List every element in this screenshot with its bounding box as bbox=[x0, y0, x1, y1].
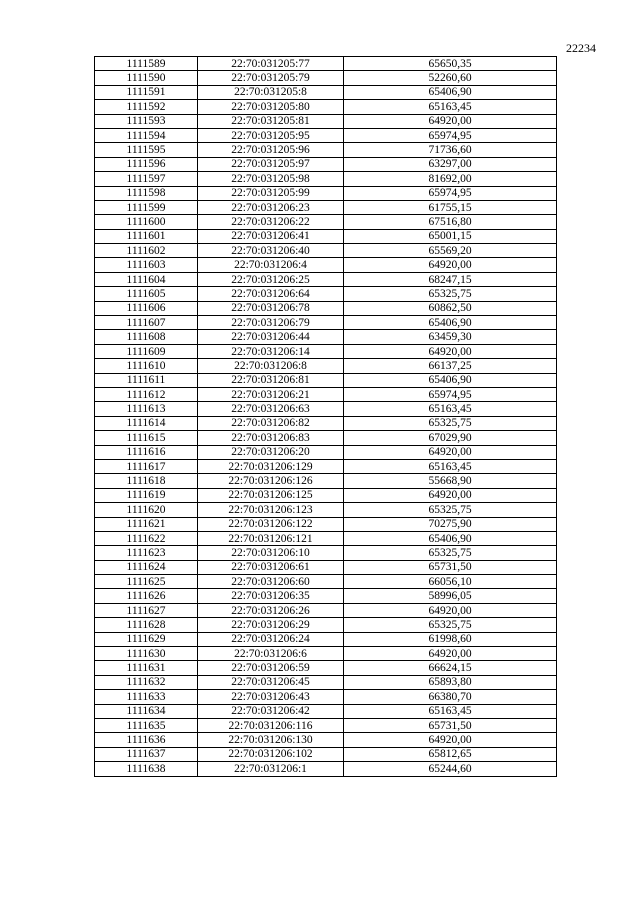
cadastral-value-cell: 58996,05 bbox=[344, 589, 557, 603]
table-row bbox=[95, 186, 557, 200]
cadastral-number-cell: 22:70:031206:26 bbox=[198, 603, 344, 617]
cadastral-number-cell: 22:70:031206:22 bbox=[198, 215, 344, 229]
cadastral-value-cell: 65325,75 bbox=[344, 546, 557, 560]
row-number-cell: 1111638 bbox=[95, 762, 198, 776]
cadastral-value-cell: 65974,95 bbox=[344, 387, 557, 401]
row-number-cell: 1111626 bbox=[95, 589, 198, 603]
cadastral-number-cell: 22:70:031206:45 bbox=[198, 675, 344, 689]
cadastral-value-cell: 61998,60 bbox=[344, 632, 557, 646]
table-row bbox=[95, 474, 557, 488]
table-row bbox=[95, 215, 557, 229]
table-row bbox=[95, 546, 557, 560]
row-number-cell: 1111636 bbox=[95, 733, 198, 747]
cadastral-value-cell: 55668,90 bbox=[344, 474, 557, 488]
row-number-cell: 1111611 bbox=[95, 373, 198, 387]
row-number-cell: 1111620 bbox=[95, 503, 198, 517]
row-number-cell: 1111637 bbox=[95, 747, 198, 761]
table-row bbox=[95, 344, 557, 358]
table-row bbox=[95, 85, 557, 99]
cadastral-value-cell: 65163,45 bbox=[344, 459, 557, 473]
row-number-cell: 1111604 bbox=[95, 272, 198, 286]
cadastral-number-cell: 22:70:031206:81 bbox=[198, 373, 344, 387]
row-number-cell: 1111591 bbox=[95, 85, 198, 99]
cadastral-value-cell: 65406,90 bbox=[344, 316, 557, 330]
table-row bbox=[95, 632, 557, 646]
cadastral-value-cell: 65406,90 bbox=[344, 85, 557, 99]
row-number-cell: 1111634 bbox=[95, 704, 198, 718]
table-row bbox=[95, 100, 557, 114]
cadastral-value-cell: 64920,00 bbox=[344, 114, 557, 128]
cadastral-number-cell: 22:70:031205:99 bbox=[198, 186, 344, 200]
table-row bbox=[95, 733, 557, 747]
row-number-cell: 1111605 bbox=[95, 287, 198, 301]
row-number-cell: 1111590 bbox=[95, 71, 198, 85]
row-number-cell: 1111613 bbox=[95, 402, 198, 416]
cadastral-value-cell: 64920,00 bbox=[344, 733, 557, 747]
cadastral-number-cell: 22:70:031206:29 bbox=[198, 618, 344, 632]
cadastral-number-cell: 22:70:031206:25 bbox=[198, 272, 344, 286]
cadastral-value-cell: 66056,10 bbox=[344, 575, 557, 589]
cadastral-number-cell: 22:70:031206:82 bbox=[198, 416, 344, 430]
table-row bbox=[95, 114, 557, 128]
cadastral-number-cell: 22:70:031205:80 bbox=[198, 100, 344, 114]
table-row bbox=[95, 675, 557, 689]
table-row bbox=[95, 431, 557, 445]
row-number-cell: 1111632 bbox=[95, 675, 198, 689]
cadastral-value-cell: 65001,15 bbox=[344, 229, 557, 243]
table-row bbox=[95, 747, 557, 761]
cadastral-number-cell: 22:70:031206:60 bbox=[198, 575, 344, 589]
table-row bbox=[95, 488, 557, 502]
row-number-cell: 1111633 bbox=[95, 690, 198, 704]
cadastral-number-cell: 22:70:031206:35 bbox=[198, 589, 344, 603]
cadastral-number-cell: 22:70:031206:125 bbox=[198, 488, 344, 502]
cadastral-number-cell: 22:70:031206:78 bbox=[198, 301, 344, 315]
cadastral-number-cell: 22:70:031206:64 bbox=[198, 287, 344, 301]
cadastral-number-cell: 22:70:031205:98 bbox=[198, 172, 344, 186]
cadastral-value-table bbox=[94, 56, 557, 777]
row-number-cell: 1111606 bbox=[95, 301, 198, 315]
table-row bbox=[95, 517, 557, 531]
row-number-cell: 1111595 bbox=[95, 143, 198, 157]
cadastral-number-cell: 22:70:031206:44 bbox=[198, 330, 344, 344]
cadastral-number-cell: 22:70:031205:79 bbox=[198, 71, 344, 85]
cadastral-number-cell: 22:70:031206:116 bbox=[198, 718, 344, 732]
table-row bbox=[95, 272, 557, 286]
table-row bbox=[95, 575, 557, 589]
table-row bbox=[95, 128, 557, 142]
cadastral-value-cell: 65893,80 bbox=[344, 675, 557, 689]
table-row bbox=[95, 373, 557, 387]
table-row bbox=[95, 244, 557, 258]
row-number-cell: 1111597 bbox=[95, 172, 198, 186]
row-number-cell: 1111607 bbox=[95, 316, 198, 330]
cadastral-number-cell: 22:70:031206:102 bbox=[198, 747, 344, 761]
row-number-cell: 1111622 bbox=[95, 531, 198, 545]
row-number-cell: 1111616 bbox=[95, 445, 198, 459]
cadastral-value-cell: 65325,75 bbox=[344, 416, 557, 430]
row-number-cell: 1111624 bbox=[95, 560, 198, 574]
cadastral-number-cell: 22:70:031206:59 bbox=[198, 661, 344, 675]
cadastral-value-cell: 67516,80 bbox=[344, 215, 557, 229]
table-row bbox=[95, 445, 557, 459]
row-number-cell: 1111627 bbox=[95, 603, 198, 617]
cadastral-value-cell: 81692,00 bbox=[344, 172, 557, 186]
cadastral-value-cell: 64920,00 bbox=[344, 488, 557, 502]
row-number-cell: 1111628 bbox=[95, 618, 198, 632]
cadastral-value-cell: 65731,50 bbox=[344, 718, 557, 732]
row-number-cell: 1111631 bbox=[95, 661, 198, 675]
cadastral-value-cell: 65325,75 bbox=[344, 503, 557, 517]
row-number-cell: 1111623 bbox=[95, 546, 198, 560]
table-row bbox=[95, 704, 557, 718]
cadastral-value-cell: 61755,15 bbox=[344, 200, 557, 214]
row-number-cell: 1111617 bbox=[95, 459, 198, 473]
row-number-cell: 1111629 bbox=[95, 632, 198, 646]
row-number-cell: 1111603 bbox=[95, 258, 198, 272]
cadastral-value-cell: 60862,50 bbox=[344, 301, 557, 315]
table-row bbox=[95, 287, 557, 301]
table-row bbox=[95, 618, 557, 632]
row-number-cell: 1111619 bbox=[95, 488, 198, 502]
table-row bbox=[95, 718, 557, 732]
row-number-cell: 1111592 bbox=[95, 100, 198, 114]
cadastral-value-cell: 65650,35 bbox=[344, 57, 557, 71]
table-row bbox=[95, 531, 557, 545]
table-row bbox=[95, 316, 557, 330]
cadastral-number-cell: 22:70:031206:23 bbox=[198, 200, 344, 214]
cadastral-value-cell: 65325,75 bbox=[344, 618, 557, 632]
cadastral-number-cell: 22:70:031206:21 bbox=[198, 387, 344, 401]
table-row bbox=[95, 459, 557, 473]
cadastral-number-cell: 22:70:031206:121 bbox=[198, 531, 344, 545]
cadastral-value-cell: 65325,75 bbox=[344, 287, 557, 301]
row-number-cell: 1111612 bbox=[95, 387, 198, 401]
cadastral-number-cell: 22:70:031205:81 bbox=[198, 114, 344, 128]
table-row bbox=[95, 503, 557, 517]
row-number-cell: 1111608 bbox=[95, 330, 198, 344]
row-number-cell: 1111614 bbox=[95, 416, 198, 430]
row-number-cell: 1111609 bbox=[95, 344, 198, 358]
table-row bbox=[95, 560, 557, 574]
cadastral-number-cell: 22:70:031206:4 bbox=[198, 258, 344, 272]
page-number: 22234 bbox=[566, 41, 596, 55]
table-row bbox=[95, 647, 557, 661]
table-row bbox=[95, 416, 557, 430]
table-row bbox=[95, 71, 557, 85]
cadastral-number-cell: 22:70:031206:130 bbox=[198, 733, 344, 747]
row-number-cell: 1111599 bbox=[95, 200, 198, 214]
cadastral-number-cell: 22:70:031206:79 bbox=[198, 316, 344, 330]
row-number-cell: 1111625 bbox=[95, 575, 198, 589]
table-row bbox=[95, 157, 557, 171]
table-row bbox=[95, 690, 557, 704]
cadastral-value-cell: 52260,60 bbox=[344, 71, 557, 85]
cadastral-number-cell: 22:70:031205:96 bbox=[198, 143, 344, 157]
cadastral-value-cell: 67029,90 bbox=[344, 431, 557, 445]
cadastral-number-cell: 22:70:031206:8 bbox=[198, 359, 344, 373]
cadastral-value-cell: 65974,95 bbox=[344, 186, 557, 200]
cadastral-value-cell: 68247,15 bbox=[344, 272, 557, 286]
table-row bbox=[95, 387, 557, 401]
cadastral-number-cell: 22:70:031206:24 bbox=[198, 632, 344, 646]
row-number-cell: 1111593 bbox=[95, 114, 198, 128]
table-row bbox=[95, 200, 557, 214]
row-number-cell: 1111601 bbox=[95, 229, 198, 243]
cadastral-value-cell: 65406,90 bbox=[344, 531, 557, 545]
cadastral-number-cell: 22:70:031206:14 bbox=[198, 344, 344, 358]
cadastral-value-cell: 65812,65 bbox=[344, 747, 557, 761]
table-body bbox=[95, 57, 557, 777]
cadastral-value-cell: 66380,70 bbox=[344, 690, 557, 704]
table-row bbox=[95, 229, 557, 243]
cadastral-number-cell: 22:70:031206:123 bbox=[198, 503, 344, 517]
row-number-cell: 1111600 bbox=[95, 215, 198, 229]
cadastral-number-cell: 22:70:031206:41 bbox=[198, 229, 344, 243]
cadastral-value-cell: 64920,00 bbox=[344, 445, 557, 459]
cadastral-number-cell: 22:70:031206:20 bbox=[198, 445, 344, 459]
cadastral-value-cell: 65244,60 bbox=[344, 762, 557, 776]
cadastral-number-cell: 22:70:031205:8 bbox=[198, 85, 344, 99]
cadastral-value-cell: 66624,15 bbox=[344, 661, 557, 675]
cadastral-number-cell: 22:70:031205:77 bbox=[198, 57, 344, 71]
cadastral-value-cell: 64920,00 bbox=[344, 603, 557, 617]
cadastral-value-cell: 64920,00 bbox=[344, 258, 557, 272]
cadastral-value-cell: 64920,00 bbox=[344, 647, 557, 661]
row-number-cell: 1111618 bbox=[95, 474, 198, 488]
cadastral-number-cell: 22:70:031206:122 bbox=[198, 517, 344, 531]
cadastral-number-cell: 22:70:031205:97 bbox=[198, 157, 344, 171]
row-number-cell: 1111615 bbox=[95, 431, 198, 445]
table-row bbox=[95, 330, 557, 344]
table-row bbox=[95, 258, 557, 272]
cadastral-number-cell: 22:70:031206:43 bbox=[198, 690, 344, 704]
row-number-cell: 1111589 bbox=[95, 57, 198, 71]
table-row bbox=[95, 301, 557, 315]
cadastral-value-cell: 65731,50 bbox=[344, 560, 557, 574]
row-number-cell: 1111596 bbox=[95, 157, 198, 171]
cadastral-value-cell: 63459,30 bbox=[344, 330, 557, 344]
cadastral-value-cell: 65163,45 bbox=[344, 704, 557, 718]
cadastral-value-cell: 70275,90 bbox=[344, 517, 557, 531]
row-number-cell: 1111602 bbox=[95, 244, 198, 258]
cadastral-number-cell: 22:70:031206:1 bbox=[198, 762, 344, 776]
table-row bbox=[95, 603, 557, 617]
cadastral-number-cell: 22:70:031205:95 bbox=[198, 128, 344, 142]
cadastral-number-cell: 22:70:031206:61 bbox=[198, 560, 344, 574]
cadastral-number-cell: 22:70:031206:10 bbox=[198, 546, 344, 560]
row-number-cell: 1111594 bbox=[95, 128, 198, 142]
cadastral-value-cell: 65974,95 bbox=[344, 128, 557, 142]
cadastral-value-cell: 65163,45 bbox=[344, 402, 557, 416]
cadastral-value-cell: 65163,45 bbox=[344, 100, 557, 114]
cadastral-number-cell: 22:70:031206:42 bbox=[198, 704, 344, 718]
table-row bbox=[95, 57, 557, 71]
table-row bbox=[95, 143, 557, 157]
cadastral-number-cell: 22:70:031206:83 bbox=[198, 431, 344, 445]
row-number-cell: 1111635 bbox=[95, 718, 198, 732]
cadastral-number-cell: 22:70:031206:126 bbox=[198, 474, 344, 488]
table-row bbox=[95, 762, 557, 776]
cadastral-number-cell: 22:70:031206:129 bbox=[198, 459, 344, 473]
table-row bbox=[95, 589, 557, 603]
row-number-cell: 1111598 bbox=[95, 186, 198, 200]
row-number-cell: 1111630 bbox=[95, 647, 198, 661]
cadastral-number-cell: 22:70:031206:6 bbox=[198, 647, 344, 661]
cadastral-number-cell: 22:70:031206:40 bbox=[198, 244, 344, 258]
row-number-cell: 1111610 bbox=[95, 359, 198, 373]
cadastral-value-cell: 63297,00 bbox=[344, 157, 557, 171]
cadastral-number-cell: 22:70:031206:63 bbox=[198, 402, 344, 416]
cadastral-value-cell: 66137,25 bbox=[344, 359, 557, 373]
row-number-cell: 1111621 bbox=[95, 517, 198, 531]
cadastral-value-cell: 65569,20 bbox=[344, 244, 557, 258]
cadastral-value-cell: 71736,60 bbox=[344, 143, 557, 157]
cadastral-value-cell: 64920,00 bbox=[344, 344, 557, 358]
table-row bbox=[95, 661, 557, 675]
table-row bbox=[95, 359, 557, 373]
table-row bbox=[95, 402, 557, 416]
table-row bbox=[95, 172, 557, 186]
cadastral-value-cell: 65406,90 bbox=[344, 373, 557, 387]
